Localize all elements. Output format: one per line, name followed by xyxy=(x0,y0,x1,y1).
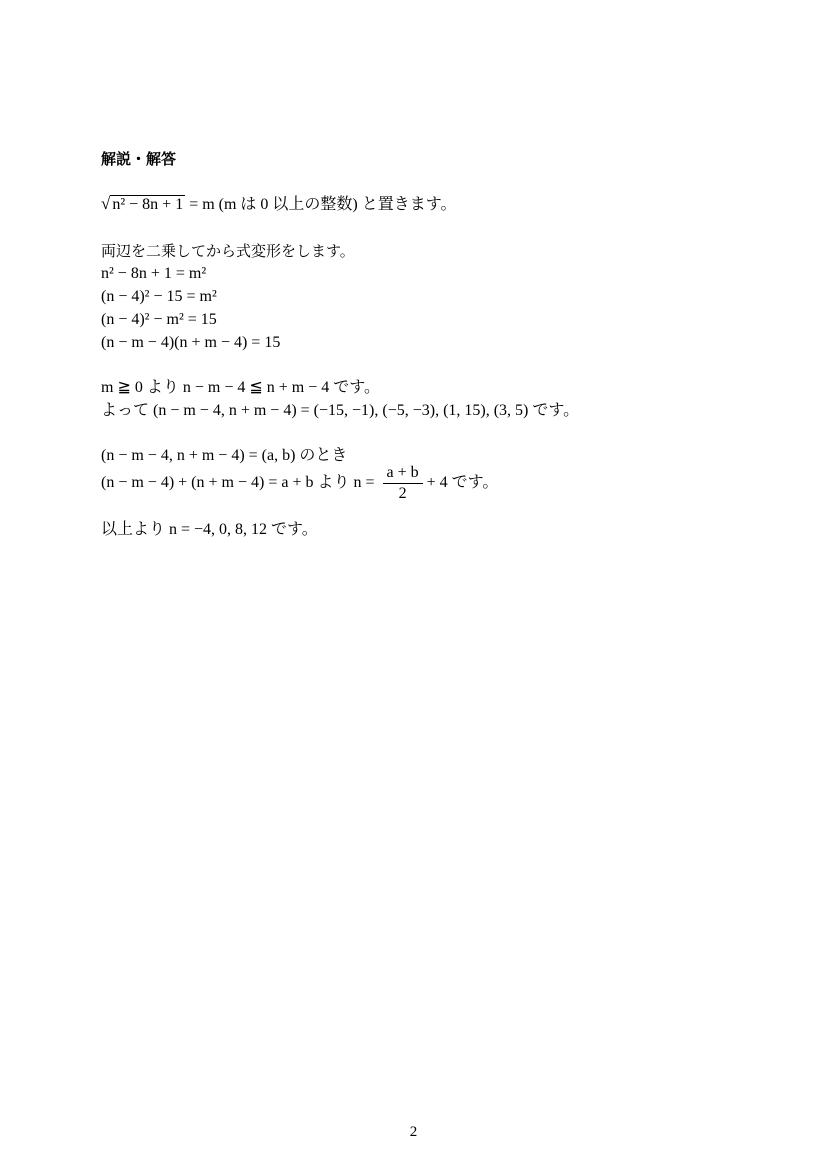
pairs-line: よって (n − m − 4, n + m − 4) = (−15, −1), (−5, −3), (1, 15), (3, 5) です。 xyxy=(101,402,580,419)
equation-4: (n − m − 4)(n + m − 4) = 15 xyxy=(101,334,281,351)
sum-suffix: + 4 です。 xyxy=(426,474,499,491)
equation-2: (n − 4)² − 15 = m² xyxy=(101,288,217,305)
conclusion-line: 以上より n = −4, 0, 8, 12 です。 xyxy=(101,521,318,538)
equation-1: n² − 8n + 1 = m² xyxy=(101,265,207,282)
equation-3: (n − 4)² − m² = 15 xyxy=(101,311,217,328)
page-number: 2 xyxy=(409,1124,418,1140)
condition-line: m ≧ 0 より n − m − 4 ≦ n + m − 4 です。 xyxy=(101,379,380,396)
sum-prefix: (n − m − 4) + (n + m − 4) = a + b より n = xyxy=(101,474,379,491)
radicand: n² − 8n + 1 xyxy=(112,196,184,213)
case-line: (n − m − 4, n + m − 4) = (a, b) のとき xyxy=(101,447,348,464)
fraction-numerator: a + b xyxy=(383,463,423,484)
section-heading: 解説・解答 xyxy=(101,150,177,168)
intro-rest: = m (m は 0 以上の整数) と置きます。 xyxy=(185,196,457,213)
sum-line xyxy=(101,462,498,504)
fraction xyxy=(383,463,423,504)
square-root xyxy=(101,193,185,216)
step-intro: 両辺を二乗してから式変形をします。 xyxy=(101,242,355,260)
fraction-denominator: 2 xyxy=(398,484,407,502)
intro-line xyxy=(101,193,456,216)
radical-sign-icon: √ xyxy=(101,194,111,213)
